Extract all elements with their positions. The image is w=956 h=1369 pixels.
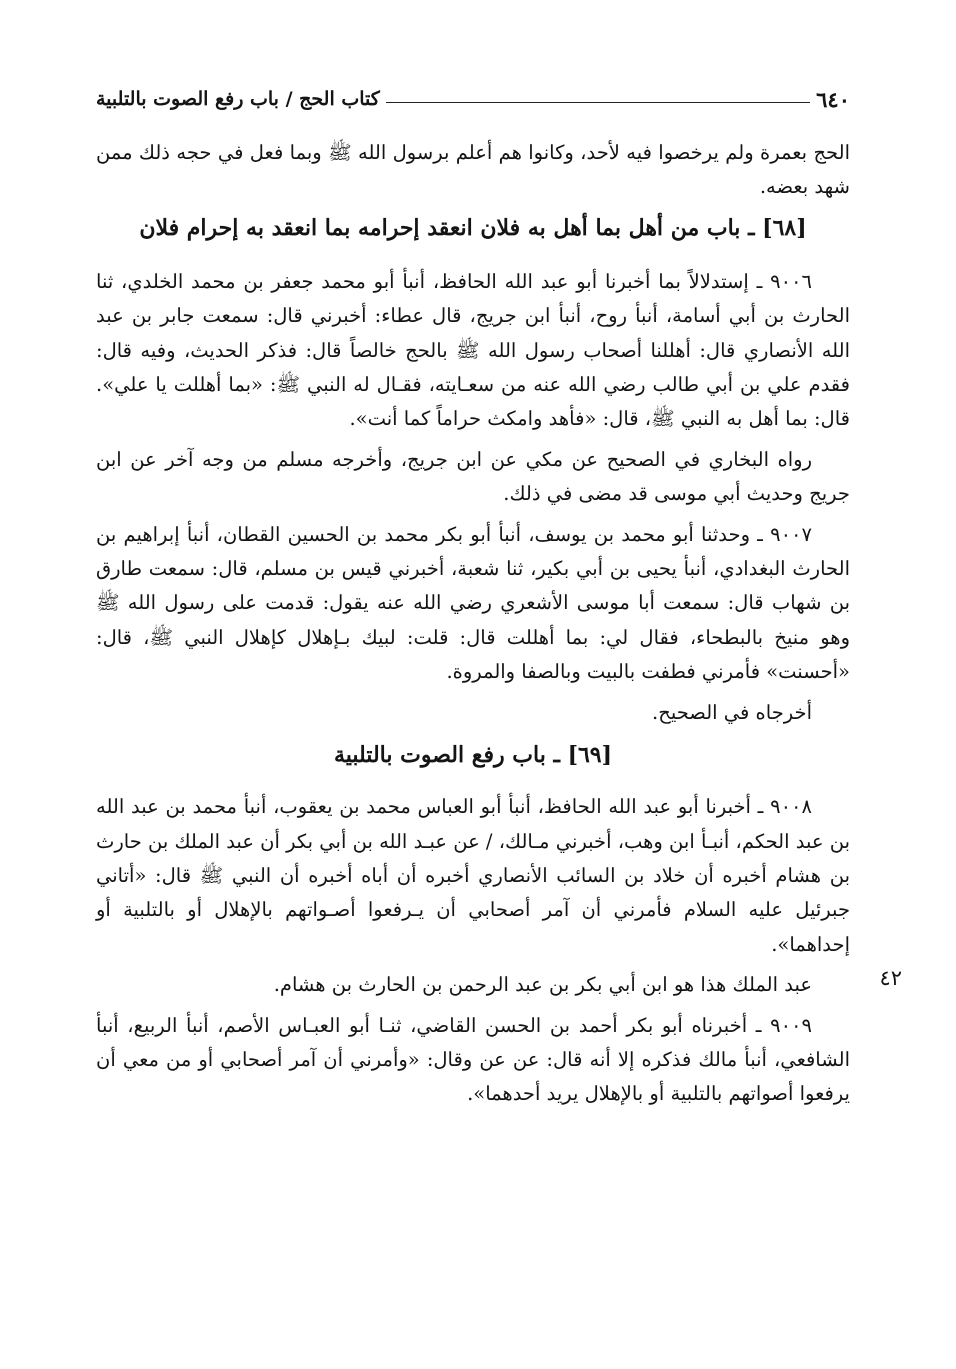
paragraph-abdulmalik-note: عبد الملك هذا هو ابن أبي بكر بن عبد الرحمن بن الحارث بن هشام. (273, 973, 812, 997)
hadith-9006: ٩٠٠٦ ـ إستدلالاً بما أخبرنا أبو عبد الله الحافظ، أنبأ أبو محمد جعفر بن محمد الخلدي، ثنا الحارث بن أبي أسامة، أنبأ روح، أنبأ ابن جريج، قال عطاء: أخبرني قال: سمعت جابر بن عبد الله الأنصاري قال: أهللنا أصحاب رسول الله ﷺ بالحج خالصاً قال: فذكر الحديث، وفيه قال: فقدم علي بن أبي طالب رضي الله عنه من سعـايته، فقـال له النبي ﷺ: «بما أهللت يا علي». قال: بما أهل به النبي ﷺ، قال: «فأهد وامكث حراماً كما أنت». (96, 269, 850, 431)
chapter-heading-69: [٦٩] ـ باب رفع الصوت بالتلبية (333, 742, 613, 769)
page-body (96, 136, 850, 1118)
page-number: ٦٤٠ (816, 86, 850, 112)
margin-page-marker: ٤٢ (879, 966, 902, 990)
header-rule (386, 102, 810, 103)
chapter-heading-68: [٦٨] ـ باب من أهل بما أهل به فلان انعقد إحرامه بما انعقد به إحرام فلان (139, 214, 807, 241)
paragraph-sahih-note: أخرجاه في الصحيح. (652, 700, 812, 724)
hadith-9007: ٩٠٠٧ ـ وحدثنا أبو محمد بن يوسف، أنبأ أبو بكر محمد بن الحسين القطان، أنبأ إبراهيم بن الحارث البغدادي، أنبأ يحيى بن أبي بكير، ثنا شعبة، أخبرني قيس بن مسلم، قال: سمعت طارق بن شهاب قال: سمعت أبا موسى الأشعري رضي الله عنه يقول: قدمت على رسول الله ﷺ وهو منيخ بالبطحاء، فقال لي: بما أهللت قال: قلت: لبيك بـإهلال كإهلال النبي ﷺ، قال: «أحسنت» فأمرني فطفت بالبيت وبالصفا والمروة. (96, 522, 850, 684)
hadith-9009: ٩٠٠٩ ـ أخبرناه أبو بكر أحمد بن الحسن القاضي، ثنـا أبو العبـاس الأصم، أنبأ الربيع، أنبأ الشافعي، أنبأ مالك فذكره إلا أنه قال: عن عن وقال: «وأمرني أن آمر أصحابي أو من معي أن يرفعوا أصواتهم بالتلبية أو بالإهلال يريد أحدهما». (96, 1013, 850, 1106)
hadith-9008: ٩٠٠٨ ـ أخبرنا أبو عبد الله الحافظ، أنبأ أبو العباس محمد بن يعقوب، أنبأ محمد بن عبد الله بن عبد الحكم، أنبـأ ابن وهب، أخبرني مـالك، / عن عبـد الله بن أبي بكر أن عبد الملك بن حارث بن هشام أخبره أن خلاد بن السائب الأنصاري أخبره أن أباه أخبره أن النبي ﷺ قال: «أتاني جبرئيل عليه السلام فأمرني أن آمر أصحابي أن يـرفعوا أصـواتهم بالإهلال أو بالتلبية أو إحداهما». (96, 795, 850, 956)
paragraph-continuation: الحج بعمرة ولم يرخصوا فيه لأحد، وكانوا هم أعلم برسول الله ﷺ وبما فعل في حجه ذلك ممن شهد بعضه. (96, 141, 850, 199)
running-title: كتاب الحج / باب رفع الصوت بالتلبية (96, 88, 380, 110)
page-header (96, 82, 850, 116)
paragraph-narration-note: رواه البخاري في الصحيح عن مكي عن ابن جريج، وأخرجه مسلم من وجه آخر عن ابن جريج وحديث أبي موسى قد مضى في ذلك. (96, 447, 850, 506)
